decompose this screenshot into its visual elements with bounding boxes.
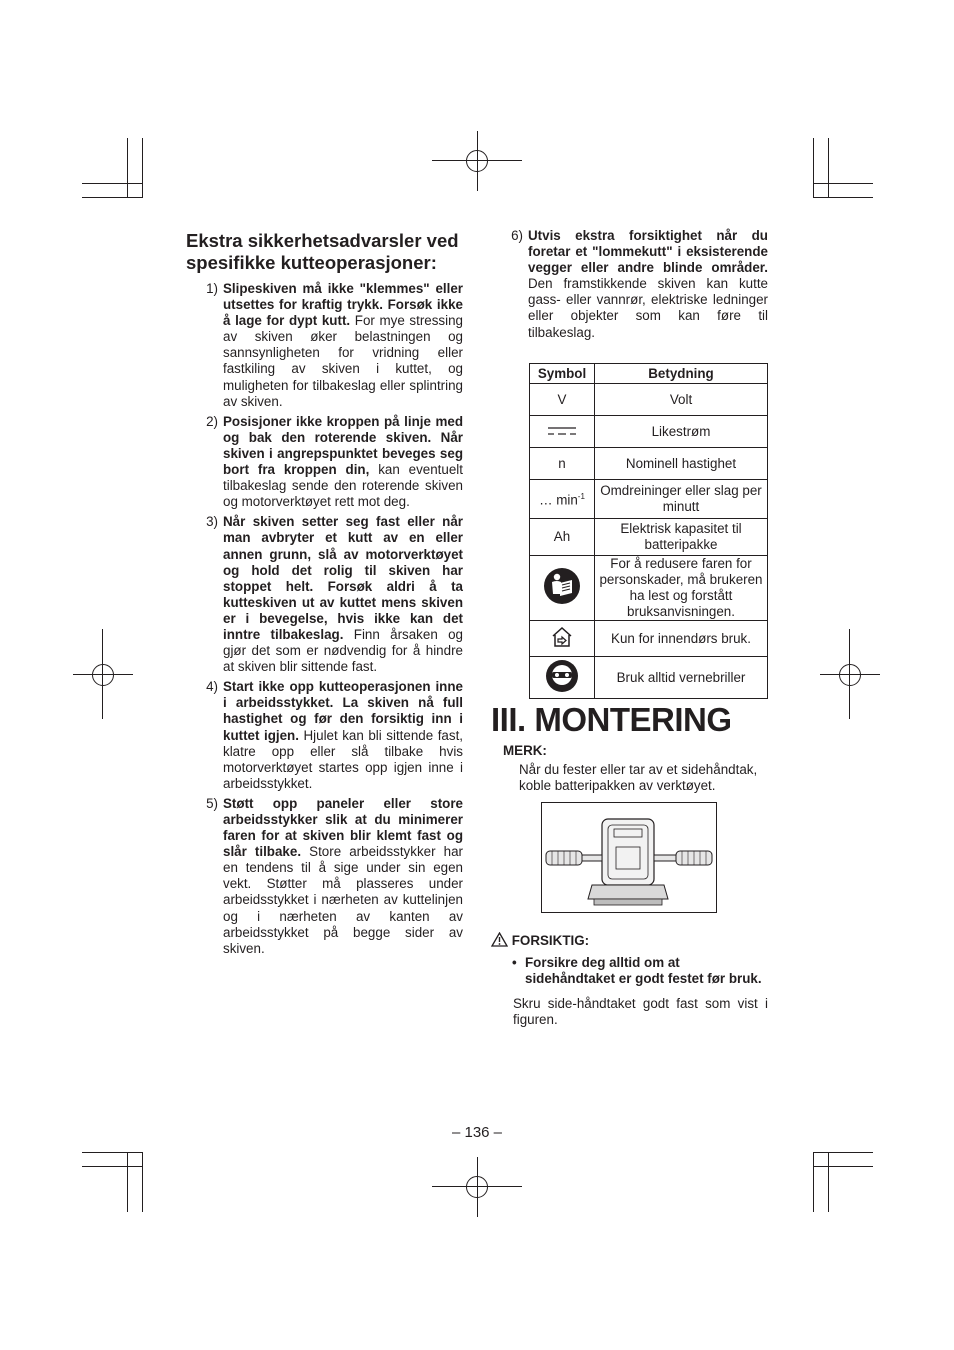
item-number: 5) [206, 795, 218, 811]
item-text: kan eventuelt tilbakeslag sende den roterende skiven og motorverktøyet rett mot deg. [223, 462, 463, 510]
symbol-table [529, 363, 768, 699]
item-number: 3) [206, 514, 218, 530]
merk-text: Når du fester eller tar av et sidehåndtak, koble batteripakken av verktøyet. [519, 762, 758, 794]
registration-mark-top [432, 131, 522, 191]
registration-mark-left [73, 629, 133, 719]
list-item [491, 228, 768, 341]
header-symbol: Symbol [530, 364, 595, 384]
crop-mark [813, 183, 873, 184]
registration-mark-bottom [432, 1157, 522, 1217]
warning-icon [491, 932, 508, 947]
crop-mark [813, 1152, 814, 1212]
crop-mark [82, 1166, 142, 1167]
list-item [186, 281, 463, 410]
symbol-cell: n [530, 448, 595, 480]
symbol-cell: Ah [530, 519, 595, 556]
list-item [186, 514, 463, 675]
symbol-cell [530, 621, 595, 657]
list-item [186, 796, 463, 957]
page-number: – 136 – [451, 1124, 503, 1141]
symbol-cell [530, 416, 595, 448]
meaning-cell: For å redusere faren for personskader, må brukeren ha lest og forstått bruksanvisningen. [595, 556, 768, 621]
table-row [530, 448, 768, 480]
table-row [530, 657, 768, 699]
item-number: 4) [206, 679, 218, 695]
crop-mark [813, 197, 873, 198]
merk-label: MERK: [503, 743, 547, 758]
meaning-cell: Likestrøm [595, 416, 768, 448]
item-bold-text: Slipeskiven må ikke "klemmes" eller utsettes for kraftig trykk. Forsøk ikke å lage for dypt kutt. [223, 281, 463, 329]
table-row [530, 556, 768, 621]
crop-mark [142, 138, 143, 198]
item-number: 2) [206, 413, 218, 429]
item-text: Hjulet kan bli sittende fast, klatre opp eller slå tilbake hvis motorverktøyet startes opp igjen inne i arbeidsstykket. [223, 727, 464, 791]
registration-mark-right [820, 629, 880, 719]
indoor-use-icon [551, 627, 573, 647]
read-manual-icon [543, 567, 581, 605]
crop-mark [82, 197, 142, 198]
crop-mark [828, 1152, 829, 1212]
forsiktig-heading [491, 932, 589, 948]
side-handle-figure [541, 802, 717, 913]
symbol-cell [530, 657, 595, 699]
symbol-cell [530, 556, 595, 621]
symbol-text: … min [539, 492, 578, 508]
bullet-dot: • [512, 955, 517, 970]
item-bold-text: Utvis ekstra forsiktighet når du foretar et "lommekutt" i eksisterende vegger eller andre blinde områder. [528, 228, 768, 276]
list-item [186, 679, 463, 792]
left-column [186, 281, 463, 961]
forsiktig-bullet [512, 955, 768, 987]
item-text: Store arbeidsstykker har en tendens til å sige under sin egen vekt. Støtter må plasseres under arbeidsstykket i nærheten av kuttelinjen og i nærheten av kanten av arbeidsstykket på begge sider av skiven. [223, 844, 463, 956]
item-text: Finn årsaken og gjør det som er nødvendig for å hindre at skiven blir sittende fast. [223, 626, 463, 675]
item-bold-text: Start ikke opp kutteoperasjonen inne i arbeidsstykket. La skiven nå full hastighet og før den forsiktig inn i kuttet igjen. [223, 679, 463, 743]
section-title: Ekstra sikkerhetsadvarsler ved spesifikke kutteoperasjoner: [186, 230, 459, 273]
header-meaning: Betydning [595, 364, 768, 384]
item-text: For mye stressing av skiven øker belastningen og sannsynligheten for vridning eller fastkiling av skiven i kuttet, og muligheten for tilbakeslag eller splintring av skiven. [223, 313, 463, 409]
item-bold-text: Posisjoner ikke kroppen på linje med og bak den roterende skiven. Når skiven i angrepspunktet beveges seg bort fra kroppen din, [223, 413, 463, 478]
meaning-cell: Omdreininger eller slag per minutt [595, 480, 768, 519]
crop-mark [813, 138, 814, 198]
meaning-cell: Kun for innendørs bruk. [595, 621, 768, 657]
table-header-row [530, 364, 768, 384]
item-bold-text: Når skiven setter seg fast eller når man avbryter et kutt av en eller annen grunn, slå av motorverktøyet og hold det rolig til skiven har stoppet helt. Forsøk aldri å ta kutteskiven ut av kuttet mens skiven er i bevegelse, hvis ikke kan det inntre tilbakeslag. [223, 514, 463, 642]
symbol-cell [530, 480, 595, 519]
table-row [530, 384, 768, 416]
symbol-cell: V [530, 384, 595, 416]
forsiktig-text: Skru side-håndtaket godt fast som vist i figuren. [513, 996, 768, 1028]
right-column-item [491, 228, 768, 345]
montering-title: III. MONTERING [491, 701, 732, 738]
symbol-superscript: -1 [577, 492, 585, 502]
crop-mark [127, 138, 128, 198]
crop-mark [828, 138, 829, 198]
list-item [186, 414, 463, 511]
crop-mark [82, 183, 142, 184]
item-bold-text: Støtt opp paneler eller store arbeidsstykker slik at du minimerer faren for at skiven blir klemt fast og slår tilbake. [223, 795, 463, 860]
item-number: 1) [206, 281, 218, 296]
table-row [530, 416, 768, 448]
meaning-cell: Elektrisk kapasitet til batteripakke [595, 519, 768, 556]
crop-mark [813, 1152, 873, 1153]
table-row [530, 621, 768, 657]
crop-mark [82, 1152, 142, 1153]
item-text: Den framstikkende skiven kan kutte gass- eller vannrør, elektriske ledninger eller objekter som kan føre til tilbakeslag. [528, 276, 768, 340]
meaning-cell: Nominell hastighet [595, 448, 768, 480]
crop-mark [813, 1166, 873, 1167]
table-row [530, 519, 768, 556]
safety-goggles-icon [545, 659, 579, 693]
forsiktig-label: FORSIKTIG: [511, 933, 590, 948]
grinder-illustration [542, 803, 716, 912]
meaning-cell: Bruk alltid vernebriller [595, 657, 768, 699]
item-number: 6) [511, 228, 523, 243]
forsiktig-bullet-text: Forsikre deg alltid om at sidehåndtaket er godt festet før bruk. [525, 955, 762, 987]
crop-mark [127, 1152, 128, 1212]
dc-current-icon [547, 426, 577, 436]
meaning-cell: Volt [595, 384, 768, 416]
crop-mark [142, 1152, 143, 1212]
table-row [530, 480, 768, 519]
